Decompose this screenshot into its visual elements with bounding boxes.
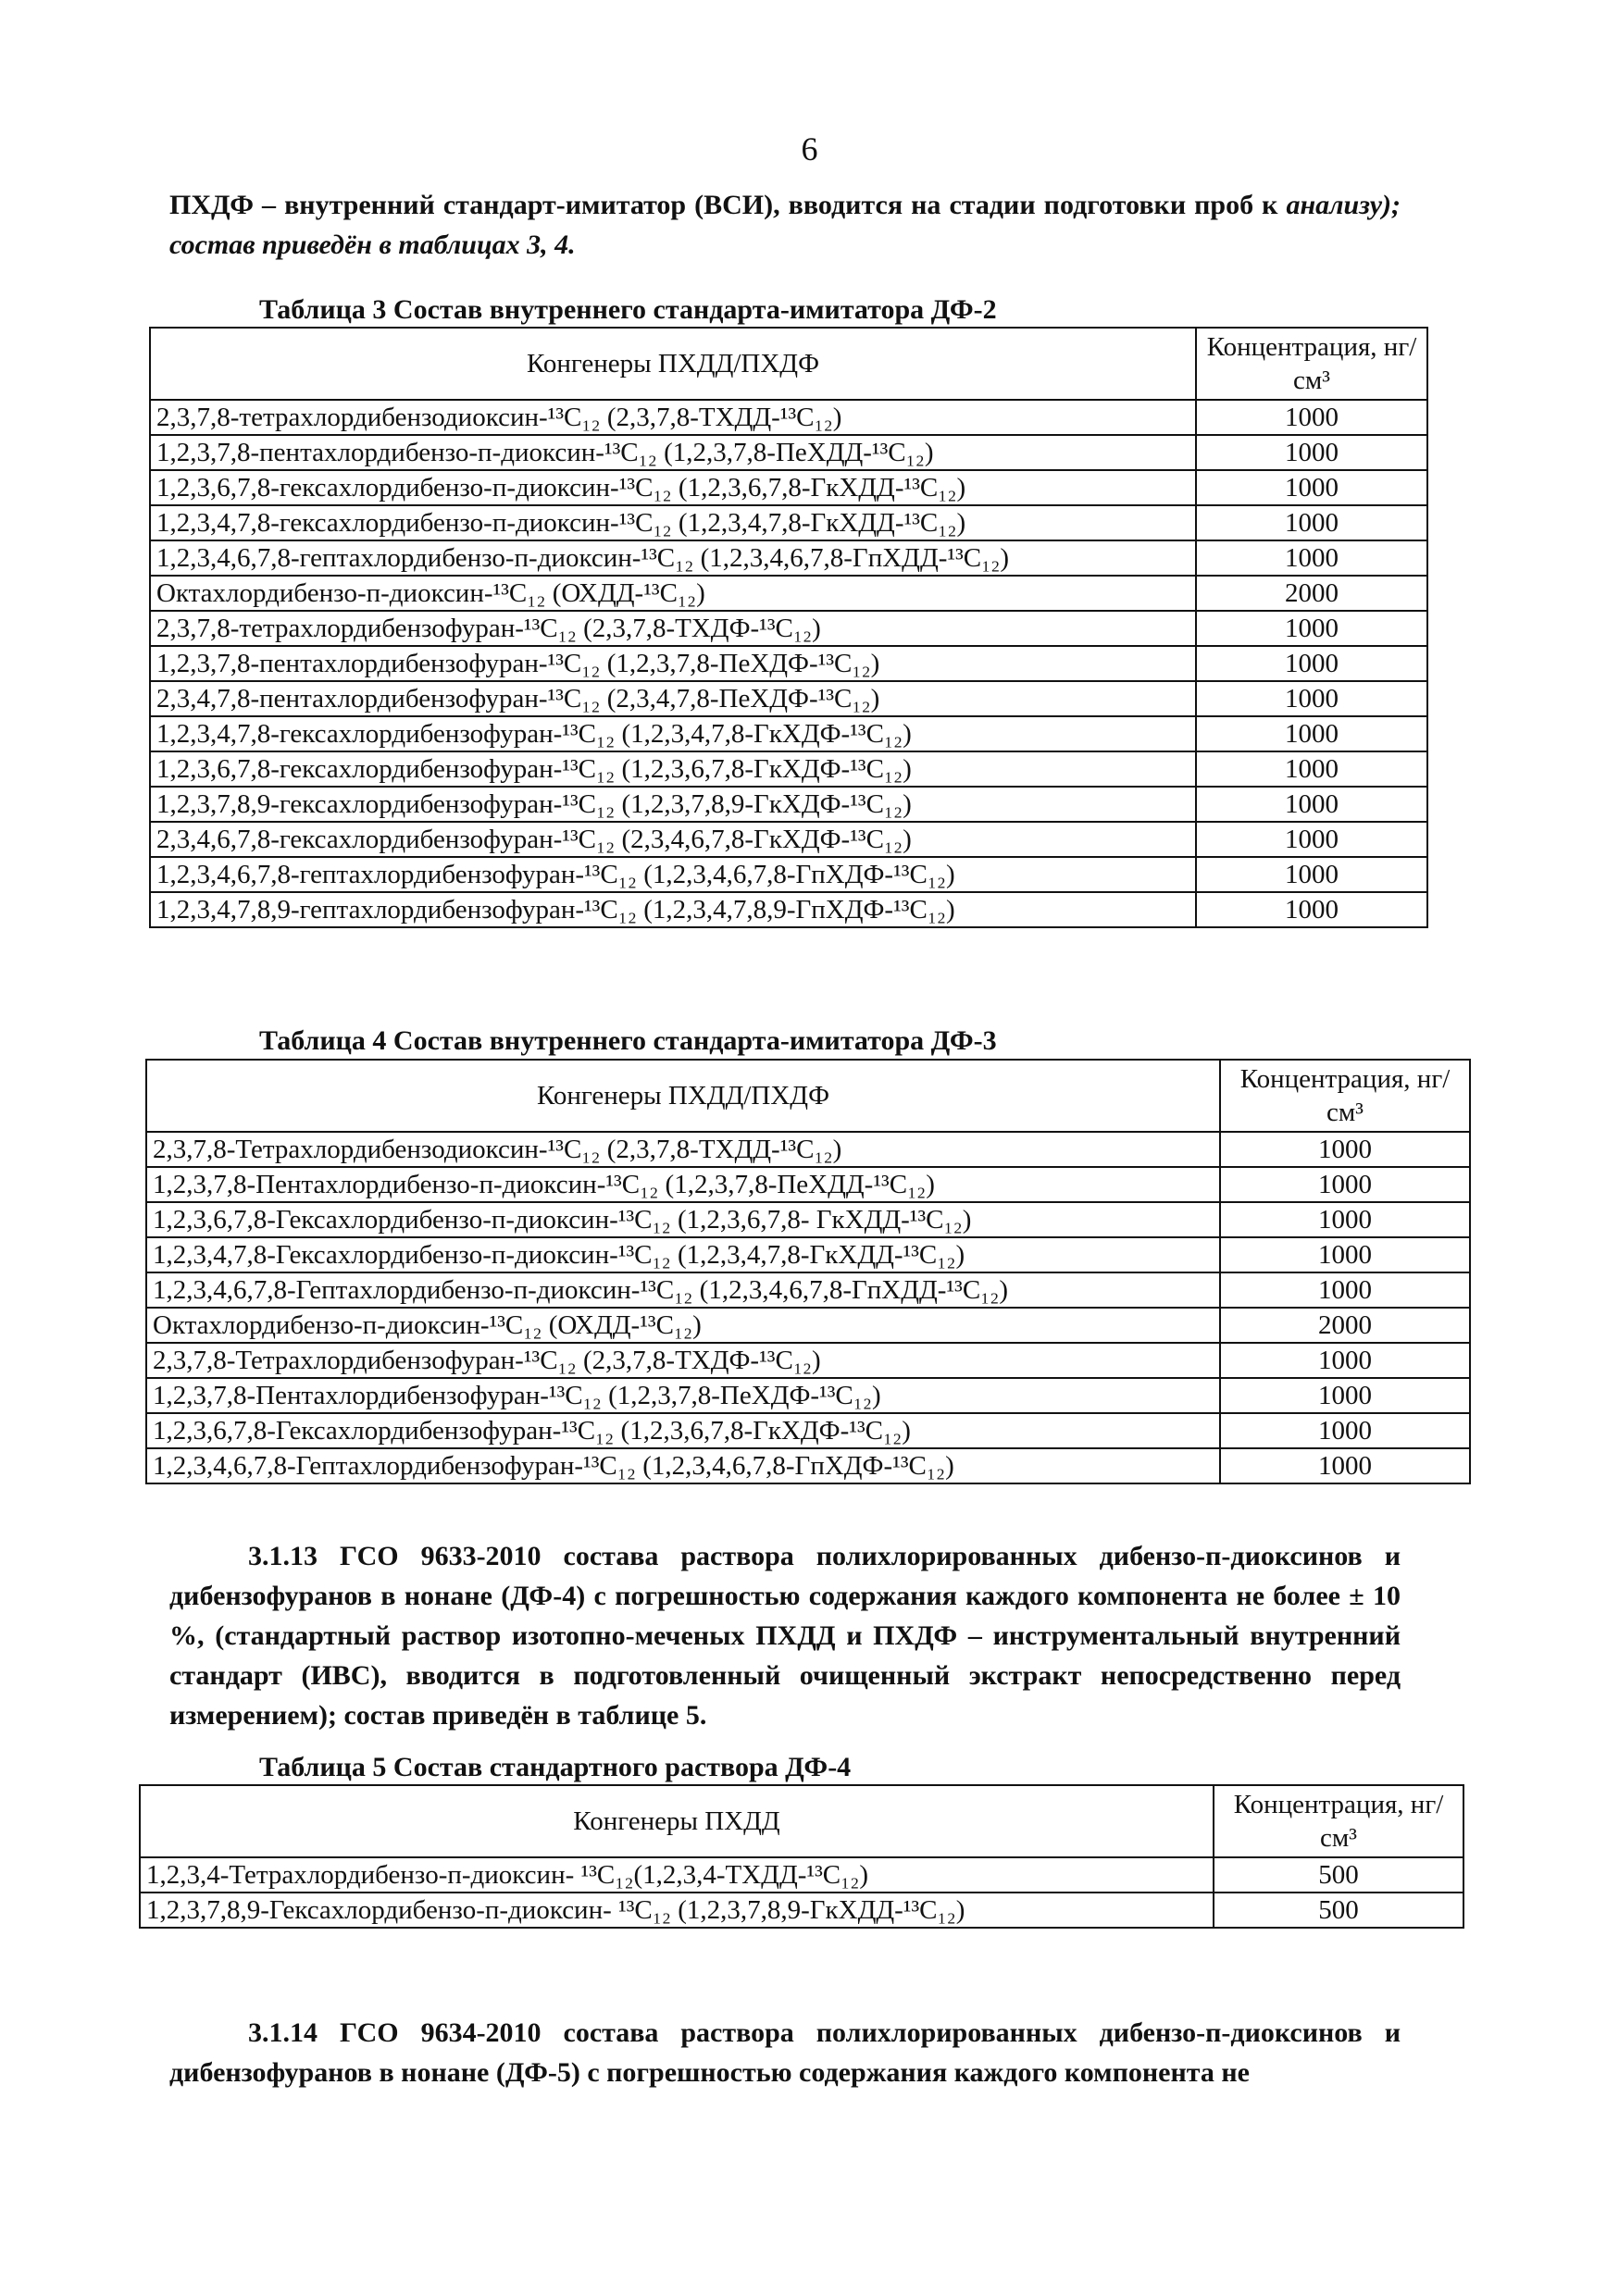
concentration-value: 500: [1214, 1893, 1463, 1928]
concentration-value: 1000: [1196, 611, 1427, 646]
table5-caption: Таблица 5 Состав стандартного раствора ДФ-4: [259, 1752, 852, 1782]
paragraph-3-1-14: 3.1.14 ГСО 9634-2010 состава раствора полихлорированных дибензо-п-диоксинов и дибензофуранов в нонане (ДФ-5) с погрешностью содержания каждого компонента не: [169, 2017, 1401, 2088]
table-header-row: [146, 1060, 1470, 1132]
page-number: 6: [801, 130, 818, 168]
congener-name: Октахлордибензо-п-диоксин-¹³C₁₂ (ОХДД-¹³C₁₂): [150, 576, 1196, 611]
congener-name: 1,2,3,6,7,8-гексахлордибензо-п-диоксин-¹³C₁₂ (1,2,3,6,7,8-ГкХДД-¹³C₁₂): [150, 470, 1196, 505]
congener-name: Октахлордибензо-п-диоксин-¹³C₁₂ (ОХДД-¹³C₁₂): [146, 1308, 1220, 1343]
table-row: [146, 1132, 1470, 1167]
table-row: [146, 1272, 1470, 1308]
concentration-value: 2000: [1196, 576, 1427, 611]
concentration-value: 1000: [1196, 716, 1427, 751]
concentration-value: 1000: [1196, 681, 1427, 716]
concentration-value: 1000: [1196, 787, 1427, 822]
congener-name: 2,3,7,8-Тетрахлордибензодиоксин-¹³C₁₂ (2,3,7,8-ТХДД-¹³C₁₂): [146, 1132, 1220, 1167]
congener-name: 1,2,3,7,8-пентахлордибензофуран-¹³C₁₂ (1,2,3,7,8-ПеХДФ-¹³C₁₂): [150, 646, 1196, 681]
table-header-row: [150, 328, 1427, 400]
congener-name: 1,2,3,4-Тетрахлордибензо-п-диоксин- ¹³C₁₂(1,2,3,4-ТХДД-¹³C₁₂): [140, 1857, 1214, 1893]
congener-name: 1,2,3,4,6,7,8-Гептахлордибензо-п-диоксин-¹³C₁₂ (1,2,3,4,6,7,8-ГпХДД-¹³C₁₂): [146, 1272, 1220, 1308]
header-congeners: Конгенеры ПХДД/ПХДФ: [150, 328, 1196, 400]
congener-name: 1,2,3,4,6,7,8-Гептахлордибензофуран-¹³C₁₂ (1,2,3,4,6,7,8-ГпХДФ-¹³C₁₂): [146, 1448, 1220, 1483]
congener-name: 1,2,3,6,7,8-гексахлордибензофуран-¹³C₁₂ (1,2,3,6,7,8-ГкХДФ-¹³C₁₂): [150, 751, 1196, 787]
congener-name: 1,2,3,4,6,7,8-гептахлордибензофуран-¹³C₁₂ (1,2,3,4,6,7,8-ГпХДФ-¹³C₁₂): [150, 857, 1196, 892]
table-row: [150, 611, 1427, 646]
congener-name: 1,2,3,4,7,8,9-гептахлордибензофуран-¹³C₁₂ (1,2,3,4,7,8,9-ГпХДФ-¹³C₁₂): [150, 892, 1196, 927]
table-row: [150, 892, 1427, 927]
table-row: [146, 1237, 1470, 1272]
table-row: [150, 540, 1427, 576]
table-header-row: [140, 1785, 1463, 1857]
concentration-value: 1000: [1196, 751, 1427, 787]
concentration-value: 1000: [1196, 540, 1427, 576]
concentration-value: 1000: [1196, 857, 1427, 892]
congener-name: 2,3,4,6,7,8-гексахлордибензофуран-¹³C₁₂ (2,3,4,6,7,8-ГкХДФ-¹³C₁₂): [150, 822, 1196, 857]
header-congeners: Конгенеры ПХДД/ПХДФ: [146, 1060, 1220, 1132]
concentration-value: 1000: [1220, 1343, 1470, 1378]
intro-text-italic: анализу); состав приведён в таблицах 3, 4.: [169, 190, 1401, 260]
paragraph-3-1-13: 3.1.13 ГСО 9633-2010 состава раствора полихлорированных дибензо-п-диоксинов и дибензофуранов в нонане (ДФ-4) с погрешностью содержания каждого компонента не более ± 10 %, (стандартный раствор изотопно-меченых ПХДД и ПХДФ – инструментальный внутренний стандарт (ИВС), вводится в подготовленный очищенный экстракт непосредственно перед измерением); состав приведён в таблице 5.: [169, 1541, 1401, 1731]
congener-name: 2,3,4,7,8-пентахлордибензофуран-¹³C₁₂ (2,3,4,7,8-ПеХДФ-¹³C₁₂): [150, 681, 1196, 716]
table-row: [146, 1343, 1470, 1378]
congener-name: 1,2,3,7,8,9-Гексахлордибензо-п-диоксин- ¹³C₁₂ (1,2,3,7,8,9-ГкХДД-¹³C₁₂): [140, 1893, 1214, 1928]
table4: [145, 1059, 1471, 1484]
header-concentration: Концентрация, нг/см³: [1214, 1785, 1463, 1857]
concentration-value: 1000: [1196, 435, 1427, 470]
table-row: [150, 857, 1427, 892]
congener-name: 1,2,3,7,8,9-гексахлордибензофуран-¹³C₁₂ (1,2,3,7,8,9-ГкХДФ-¹³C₁₂): [150, 787, 1196, 822]
congener-name: 2,3,7,8-тетрахлордибензодиоксин-¹³C₁₂ (2,3,7,8-ТХДД-¹³C₁₂): [150, 400, 1196, 435]
congener-name: 1,2,3,4,7,8-гексахлордибензофуран-¹³C₁₂ (1,2,3,4,7,8-ГкХДФ-¹³C₁₂): [150, 716, 1196, 751]
table-row: [146, 1167, 1470, 1202]
concentration-value: 1000: [1196, 822, 1427, 857]
table-row: [150, 505, 1427, 540]
table-row: [150, 787, 1427, 822]
table5: [139, 1784, 1464, 1929]
table-row: [140, 1857, 1463, 1893]
table-row: [150, 435, 1427, 470]
concentration-value: 1000: [1220, 1237, 1470, 1272]
table-row: [150, 646, 1427, 681]
concentration-value: 1000: [1196, 470, 1427, 505]
congener-name: 1,2,3,6,7,8-Гексахлордибензо-п-диоксин-¹³C₁₂ (1,2,3,6,7,8- ГкХДД-¹³C₁₂): [146, 1202, 1220, 1237]
congener-name: 1,2,3,6,7,8-Гексахлордибензофуран-¹³C₁₂ (1,2,3,6,7,8-ГкХДФ-¹³C₁₂): [146, 1413, 1220, 1448]
concentration-value: 1000: [1196, 892, 1427, 927]
congener-name: 1,2,3,4,6,7,8-гептахлордибензо-п-диоксин-¹³C₁₂ (1,2,3,4,6,7,8-ГпХДД-¹³C₁₂): [150, 540, 1196, 576]
table3-caption: Таблица 3 Состав внутреннего стандарта-имитатора ДФ-2: [259, 294, 997, 325]
concentration-value: 1000: [1220, 1378, 1470, 1413]
intro-text: ПХДФ – внутренний стандарт-имитатор (ВСИ), вводится на стадии подготовки проб к: [169, 190, 1278, 220]
concentration-value: 1000: [1196, 400, 1427, 435]
congener-name: 1,2,3,7,8-Пентахлордибензо-п-диоксин-¹³C₁₂ (1,2,3,7,8-ПеХДД-¹³C₁₂): [146, 1167, 1220, 1202]
table-row: [140, 1893, 1463, 1928]
concentration-value: 1000: [1220, 1132, 1470, 1167]
intro-paragraph: [169, 185, 1401, 265]
congener-name: 1,2,3,7,8-пентахлордибензо-п-диоксин-¹³C₁₂ (1,2,3,7,8-ПеХДД-¹³C₁₂): [150, 435, 1196, 470]
table-row: [150, 716, 1427, 751]
congener-name: 1,2,3,7,8-Пентахлордибензофуран-¹³C₁₂ (1,2,3,7,8-ПеХДФ-¹³C₁₂): [146, 1378, 1220, 1413]
table-row: [146, 1308, 1470, 1343]
congener-name: 2,3,7,8-тетрахлордибензофуран-¹³C₁₂ (2,3,7,8-ТХДФ-¹³C₁₂): [150, 611, 1196, 646]
concentration-value: 1000: [1196, 505, 1427, 540]
table-row: [150, 470, 1427, 505]
table-row: [150, 400, 1427, 435]
table-row: [150, 576, 1427, 611]
table-row: [146, 1202, 1470, 1237]
concentration-value: 1000: [1220, 1202, 1470, 1237]
table-row: [150, 681, 1427, 716]
table4-caption: Таблица 4 Состав внутреннего стандарта-имитатора ДФ-3: [259, 1025, 997, 1056]
header-concentration: Концентрация, нг/см³: [1220, 1060, 1470, 1132]
table-row: [150, 822, 1427, 857]
concentration-value: 1000: [1220, 1413, 1470, 1448]
table-row: [150, 751, 1427, 787]
concentration-value: 500: [1214, 1857, 1463, 1893]
header-congeners: Конгенеры ПХДД: [140, 1785, 1214, 1857]
concentration-value: 1000: [1220, 1448, 1470, 1483]
congener-name: 1,2,3,4,7,8-Гексахлордибензо-п-диоксин-¹³C₁₂ (1,2,3,4,7,8-ГкХДД-¹³C₁₂): [146, 1237, 1220, 1272]
concentration-value: 2000: [1220, 1308, 1470, 1343]
header-concentration: Концентрация, нг/см³: [1196, 328, 1427, 400]
table3: [149, 327, 1428, 928]
table-row: [146, 1378, 1470, 1413]
concentration-value: 1000: [1196, 646, 1427, 681]
concentration-value: 1000: [1220, 1272, 1470, 1308]
table-row: [146, 1413, 1470, 1448]
congener-name: 2,3,7,8-Тетрахлордибензофуран-¹³C₁₂ (2,3,7,8-ТХДФ-¹³C₁₂): [146, 1343, 1220, 1378]
table-row: [146, 1448, 1470, 1483]
congener-name: 1,2,3,4,7,8-гексахлордибензо-п-диоксин-¹³C₁₂ (1,2,3,4,7,8-ГкХДД-¹³C₁₂): [150, 505, 1196, 540]
concentration-value: 1000: [1220, 1167, 1470, 1202]
